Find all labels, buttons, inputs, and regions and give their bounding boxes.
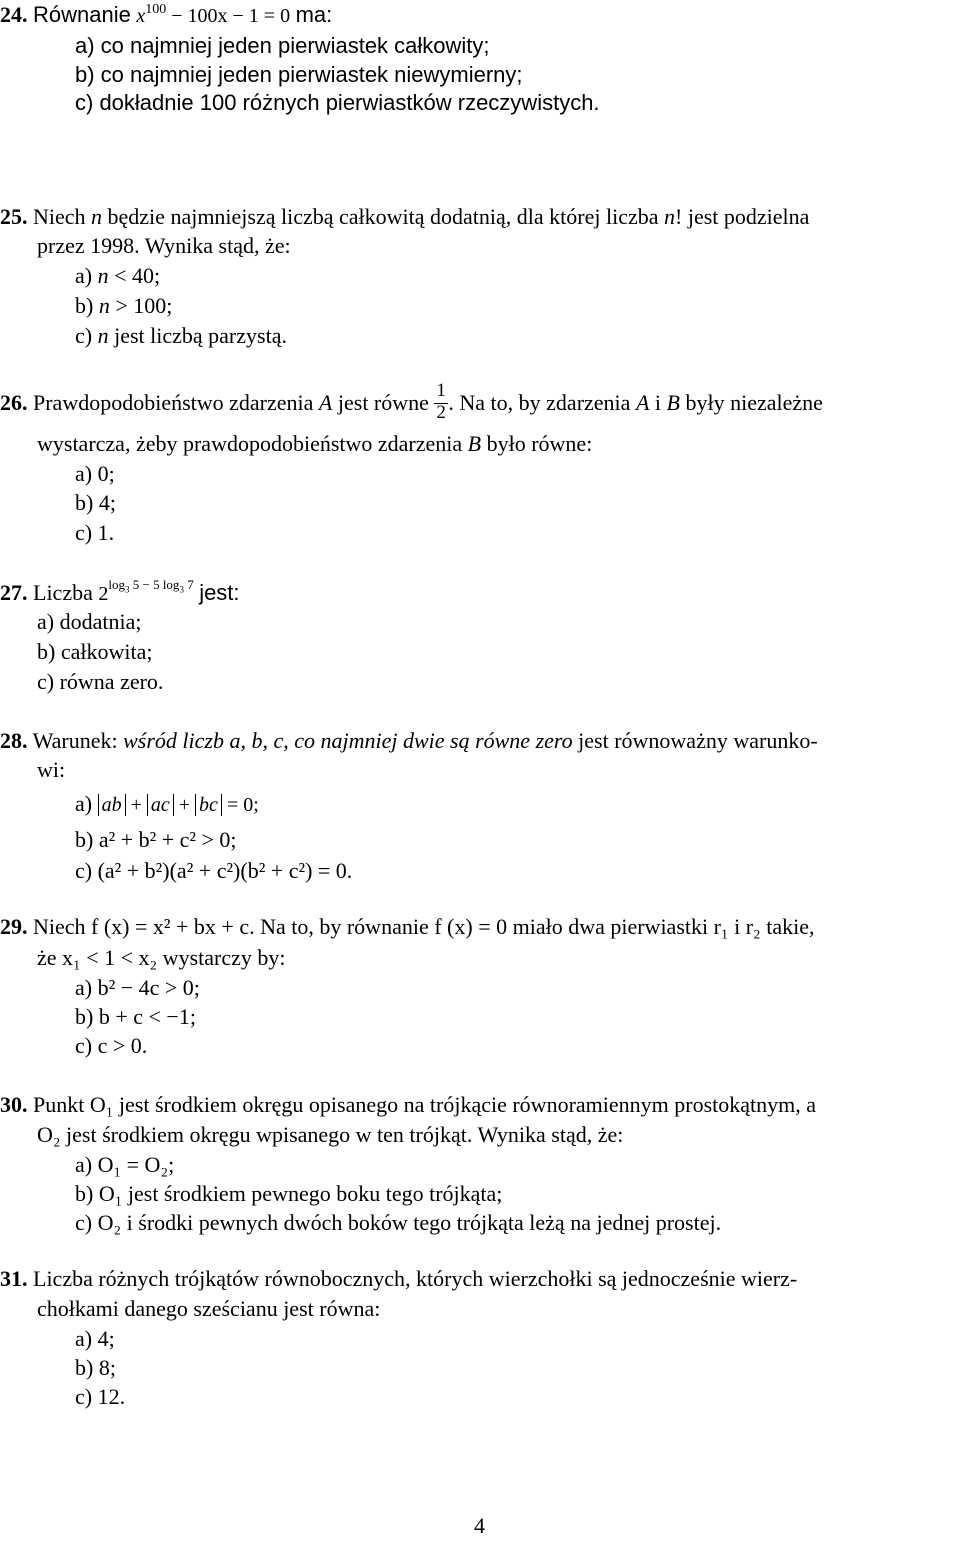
var-n: n bbox=[98, 293, 110, 318]
frac-numerator: 1 bbox=[436, 380, 446, 401]
var-B: B bbox=[467, 431, 482, 456]
power-exponent bbox=[108, 577, 194, 595]
option-31b: b) 8; bbox=[75, 1355, 116, 1380]
option-24c: c) dokładnie 100 różnych pierwiastków rzeczywistych. bbox=[75, 90, 600, 115]
option-25c bbox=[75, 323, 287, 349]
problem-number: 29. bbox=[0, 914, 28, 939]
problem-29-line2: że x₁ < 1 < x₂ wystarczy by: bbox=[37, 945, 286, 970]
abs-term-bc: bc bbox=[195, 794, 222, 816]
option-25b bbox=[75, 293, 172, 319]
exp-middle: 5 − 5 log bbox=[129, 577, 180, 592]
text: Niech bbox=[33, 204, 86, 229]
exp-base-sub: 3 bbox=[124, 584, 130, 595]
abs-term-ac: ac bbox=[147, 794, 174, 816]
problem-25-line2: przez 1998. Wynika stąd, że: bbox=[37, 233, 291, 258]
opt-label: b) bbox=[75, 293, 94, 318]
problem-26-line1 bbox=[0, 380, 823, 423]
option-26b: b) 4; bbox=[75, 490, 116, 515]
text: było równe: bbox=[486, 431, 593, 456]
problem-text-end: ma: bbox=[295, 2, 333, 27]
equation bbox=[136, 2, 291, 27]
condition-italic: wśród liczb a, b, c, co najmniej dwie są równe zero bbox=[123, 728, 573, 753]
eq-end: = 0; bbox=[226, 794, 259, 816]
text: Liczba różnych trójkątów równobocznych, których wierzchołki są jednocześnie wierz- bbox=[33, 1266, 798, 1291]
frac-denominator: 2 bbox=[436, 402, 446, 423]
text: ! jest podzielna bbox=[675, 204, 810, 229]
option-28b: b) a² + b² + c² > 0; bbox=[75, 827, 237, 852]
problem-31-line1 bbox=[0, 1266, 797, 1292]
text: Liczba bbox=[33, 580, 93, 605]
problem-26-line2 bbox=[37, 431, 592, 457]
problem-28-line2: wi: bbox=[37, 757, 66, 782]
option-29a: a) b² − 4c > 0; bbox=[75, 975, 200, 1000]
power-expression bbox=[98, 577, 194, 605]
problem-number: 26. bbox=[0, 390, 28, 415]
text: . Na to, by zdarzenia bbox=[448, 390, 631, 415]
option-29b: b) b + c < −1; bbox=[75, 1004, 196, 1029]
option-25a bbox=[75, 263, 160, 289]
option-29c: c) c > 0. bbox=[75, 1033, 148, 1058]
option-27c: c) równa zero. bbox=[37, 669, 164, 694]
text: wystarcza, żeby prawdopodobieństwo zdarzenia bbox=[37, 431, 463, 456]
var-n: n bbox=[664, 204, 676, 229]
problem-number: 24. bbox=[0, 2, 28, 27]
exp-base-sub: 3 bbox=[179, 584, 184, 595]
option-30c: c) O₂ i środki pewnych dwóch boków tego trójkąta leżą na jednej prostej. bbox=[75, 1210, 722, 1235]
opt-text: < 40; bbox=[114, 263, 161, 288]
text: i bbox=[654, 390, 662, 415]
plus: + bbox=[178, 794, 191, 816]
problem-28-line1 bbox=[0, 728, 818, 754]
text: Prawdopodobieństwo zdarzenia bbox=[33, 390, 314, 415]
plus: + bbox=[130, 794, 142, 816]
option-26c: c) 1. bbox=[75, 520, 115, 545]
opt-label: a) bbox=[75, 791, 93, 816]
problem-25-line1 bbox=[0, 204, 809, 230]
var-B: B bbox=[666, 390, 680, 415]
var-A: A bbox=[635, 390, 650, 415]
eq-exponent: 100 bbox=[145, 2, 167, 17]
option-30b: b) O₁ jest środkiem pewnego boku tego trójkąta; bbox=[75, 1181, 503, 1206]
problem-number: 31. bbox=[0, 1266, 28, 1291]
exp-end: 7 bbox=[183, 577, 194, 592]
option-27a: a) dodatnia; bbox=[37, 609, 142, 634]
problem-30-line1 bbox=[0, 1092, 816, 1118]
problem-text: Równanie bbox=[33, 2, 131, 27]
exp-log: log bbox=[108, 577, 125, 592]
text: Punkt O₁ jest środkiem okręgu opisanego na trójkącie równoramiennym prostokątnym, a bbox=[33, 1092, 817, 1117]
text: Warunek: bbox=[32, 728, 118, 753]
opt-label: a) bbox=[75, 263, 93, 288]
option-26a: a) 0; bbox=[75, 461, 115, 486]
fraction-one-half bbox=[434, 380, 448, 423]
text: jest równoważny warunko- bbox=[578, 728, 818, 753]
opt-text: jest liczbą parzystą. bbox=[114, 323, 287, 348]
page-number: 4 bbox=[474, 1513, 485, 1538]
var-A: A bbox=[318, 390, 333, 415]
abs-term-ab: ab bbox=[98, 794, 126, 816]
eq-rest: − 100x − 1 = 0 bbox=[166, 5, 291, 27]
abs-sum bbox=[98, 794, 259, 816]
problem-29-line1 bbox=[0, 914, 814, 940]
problem-number: 28. bbox=[0, 728, 28, 753]
text: jest równe bbox=[337, 390, 429, 415]
power-base: 2 bbox=[98, 583, 109, 605]
option-27b: b) całkowita; bbox=[37, 639, 153, 664]
text: Niech f (x) = x² + bx + c. Na to, by równanie f (x) = 0 miało dwa pierwiastki r₁ i r₂ takie, bbox=[33, 914, 815, 939]
var-n: n bbox=[97, 263, 109, 288]
problem-30-line2: O₂ jest środkiem okręgu wpisanego w ten trójkąt. Wynika stąd, że: bbox=[37, 1122, 624, 1147]
text: jest: bbox=[199, 580, 240, 605]
problem-number: 30. bbox=[0, 1092, 28, 1117]
option-24b: b) co najmniej jeden pierwiastek niewymierny; bbox=[75, 62, 523, 87]
option-24a: a) co najmniej jeden pierwiastek całkowity; bbox=[75, 33, 490, 58]
var-n: n bbox=[91, 204, 103, 229]
option-31c: c) 12. bbox=[75, 1384, 126, 1409]
problem-31-line2: chołkami danego sześcianu jest równa: bbox=[37, 1296, 381, 1321]
opt-label: c) bbox=[75, 323, 93, 348]
text: będzie najmniejszą liczbą całkowitą dodatnią, dla której liczba bbox=[107, 204, 659, 229]
option-28a bbox=[75, 791, 259, 818]
option-30a: a) O₁ = O₂; bbox=[75, 1152, 175, 1177]
problem-24-statement bbox=[0, 2, 332, 32]
var-n: n bbox=[97, 323, 109, 348]
option-31a: a) 4; bbox=[75, 1326, 115, 1351]
option-28c: c) (a² + b²)(a² + c²)(b² + c²) = 0. bbox=[75, 858, 353, 883]
problem-number: 25. bbox=[0, 204, 28, 229]
text: były niezależne bbox=[685, 390, 823, 415]
opt-text: > 100; bbox=[115, 293, 173, 318]
eq-base: x bbox=[136, 5, 146, 27]
problem-number: 27. bbox=[0, 580, 28, 605]
